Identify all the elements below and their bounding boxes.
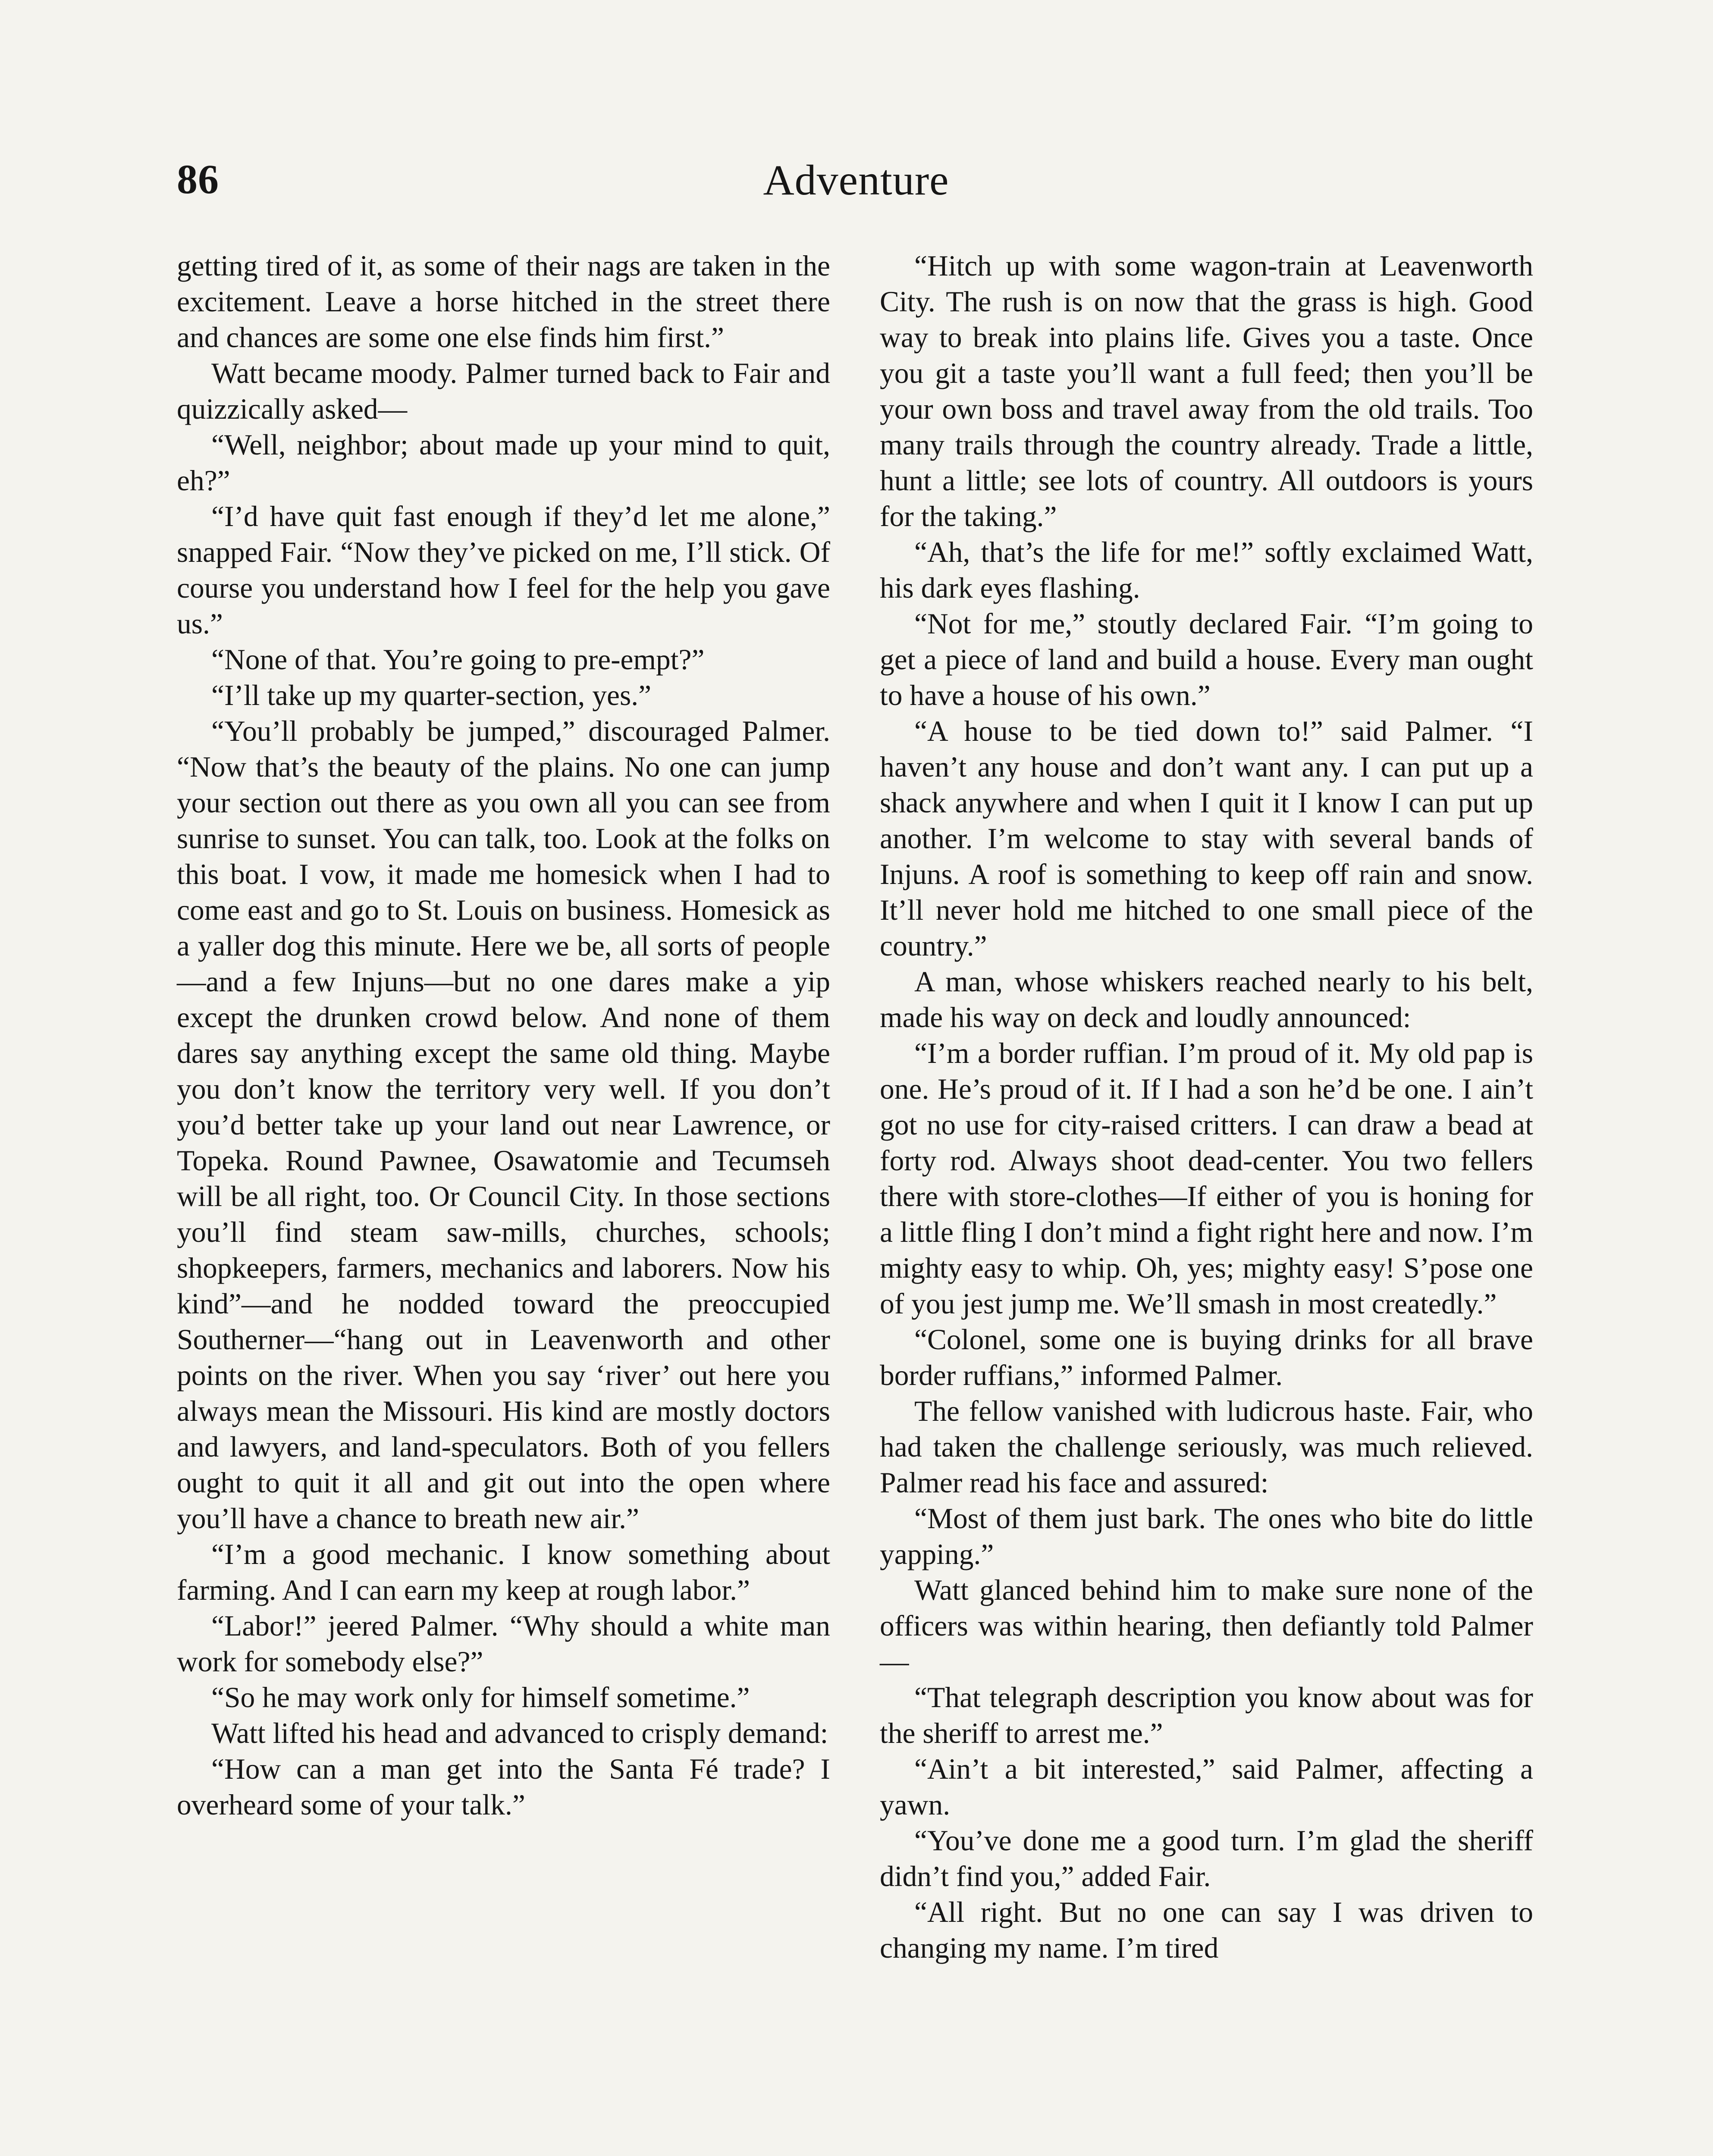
page-number: 86: [177, 156, 219, 202]
paragraph: “Well, neighbor; about made up your mind to quit, eh?”: [177, 429, 830, 497]
paragraph: “I’ll take up my quarter-section, yes.”: [211, 679, 652, 711]
paragraph: “All right. But no one can say I was driven to changing my name. I’m tired: [880, 1896, 1533, 1964]
page-header: [177, 155, 1535, 211]
paragraph: getting tired of it, as some of their nags are taken in the excitement. Leave a horse hitched in the street there and chances are some one else finds him first.”: [177, 250, 830, 354]
paragraph: The fellow vanished with ludicrous haste. Fair, who had taken the challenge seriously, was much relieved. Palmer read his face and assured:: [880, 1395, 1533, 1499]
paragraph: “None of that. You’re going to pre-empt?”: [211, 643, 705, 676]
paragraph: “Ain’t a bit interested,” said Palmer, affecting a yawn.: [880, 1753, 1533, 1821]
paragraph: “Colonel, some one is buying drinks for all brave border ruffians,” informed Palmer.: [880, 1323, 1533, 1391]
paragraph: Watt lifted his head and advanced to crisply demand:: [211, 1717, 828, 1749]
paragraph: “Not for me,” stoutly declared Fair. “I’m going to get a piece of land and build a house. Every man ought to have a house of his own.”: [880, 608, 1533, 711]
paragraph: Watt became moody. Palmer turned back to Fair and quizzically asked—: [177, 357, 830, 425]
paragraph: “I’m a good mechanic. I know something about farming. And I can earn my keep at rough labor.”: [177, 1538, 830, 1606]
left-column: [177, 248, 830, 1823]
paragraph: Watt glanced behind him to make sure none of the officers was within hearing, then defiantly told Palmer—: [880, 1574, 1533, 1678]
paragraph: “A house to be tied down to!” said Palmer. “I haven’t any house and don’t want any. I can put up a shack anywhere and when I quit it I know I can put up another. I’m welcome to stay with several bands of Injuns. A roof is something to keep off rain and snow. It’ll never hold me hitched to one small piece of the country.”: [880, 715, 1533, 962]
paragraph: “So he may work only for himself sometime.”: [211, 1681, 750, 1714]
paragraph: “I’m a border ruffian. I’m proud of it. My old pap is one. He’s proud of it. If I had a son he’d be one. I ain’t got no use for city-raised critters. I can draw a bead at forty rod. Always shoot dead-center. You two fellers there with store-clothes—If either of you is honing for a little fling I don’t mind a fight right here and now. I’m mighty easy to whip. Oh, yes; mighty easy! S’pose one of you jest jump me. We’ll smash in most createdly.”: [880, 1037, 1533, 1320]
right-column: [880, 248, 1533, 1966]
paragraph: “How can a man get into the Santa Fé trade? I overheard some of your talk.”: [177, 1753, 830, 1821]
paragraph: “I’d have quit fast enough if they’d let me alone,” snapped Fair. “Now they’ve picked on me, I’ll stick. Of course you understand how I feel for the help you gave us.”: [177, 500, 830, 640]
paragraph: “Ah, that’s the life for me!” softly exclaimed Watt, his dark eyes flashing.: [880, 536, 1533, 604]
paragraph: A man, whose whiskers reached nearly to his belt, made his way on deck and loudly announced:: [880, 965, 1533, 1034]
paragraph: “You’ve done me a good turn. I’m glad the sheriff didn’t find you,” added Fair.: [880, 1824, 1533, 1893]
paragraph: “You’ll probably be jumped,” discouraged Palmer. “Now that’s the beauty of the plains. No one can jump your section out there as you own all you can see from sunrise to sunset. You can talk, too. Look at the folks on this boat. I vow, it made me homesick when I had to come east and go to St. Louis on business. Homesick as a yaller dog this minute. Here we be, all sorts of people—and a few Injuns—but no one dares make a yip except the drunken crowd below. And none of them dares say anything except the same old thing. Maybe you don’t know the territory very well. If you don’t you’d better take up your land out near Lawrence, or Topeka. Round Pawnee, Osawatomie and Tecumseh will be all right, too. Or Council City. In those sections you’ll find steam saw-mills, churches, schools; shopkeepers, farmers, mechanics and laborers. Now his kind”—and he nodded toward the preoccupied Southerner—“hang out in Leavenworth and other points on the river. When you say ‘river’ out here you always mean the Missouri. His kind are mostly doctors and lawyers, and land-speculators. Both of you fellers ought to quit it all and git out into the open where you’ll have a chance to breath new air.”: [177, 715, 830, 1535]
paragraph: “That telegraph description you know about was for the sheriff to arrest me.”: [880, 1681, 1533, 1749]
paragraph: “Most of them just bark. The ones who bite do little yapping.”: [880, 1502, 1533, 1570]
running-title: Adventure: [763, 156, 949, 204]
paragraph: “Hitch up with some wagon-train at Leavenworth City. The rush is on now that the grass is high. Good way to break into plains life. Gives you a taste. Once you git a taste you’ll want a full feed; then you’ll be your own boss and travel away from the old trails. Too many trails through the country already. Trade a little, hunt a little; see lots of country. All outdoors is yours for the taking.”: [880, 250, 1533, 533]
paragraph: “Labor!” jeered Palmer. “Why should a white man work for somebody else?”: [177, 1610, 830, 1678]
